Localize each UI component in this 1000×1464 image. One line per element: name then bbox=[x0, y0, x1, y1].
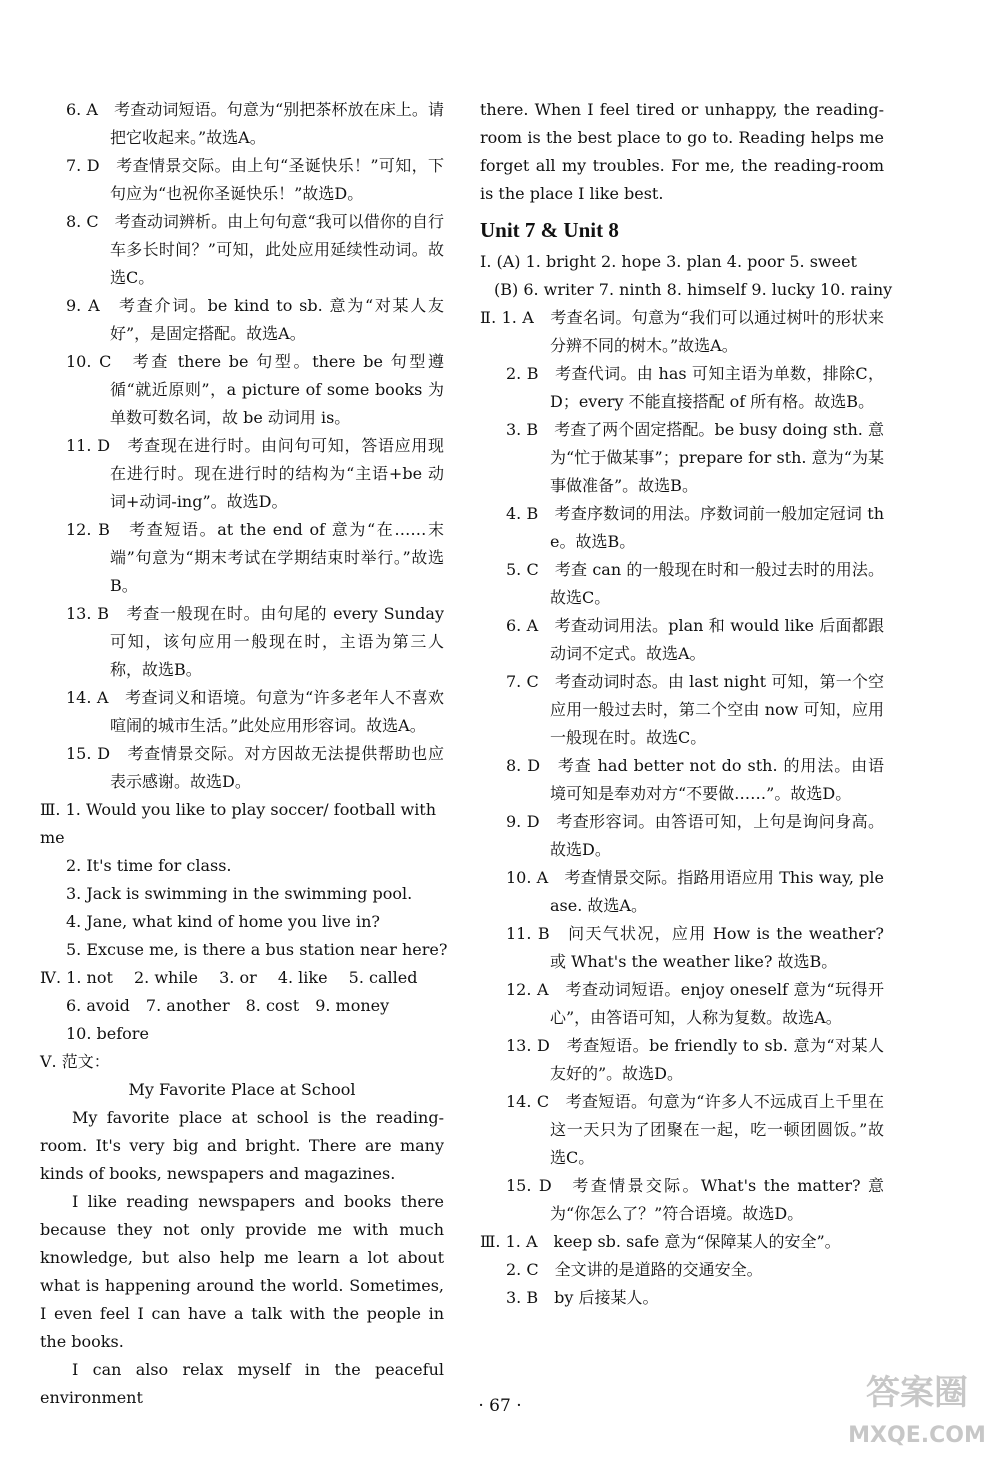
section-3-heading: Ⅲ. 1. Would you like to play soccer/ football with me bbox=[40, 800, 437, 847]
answer-item: 10. C 考查 there be 句型。there be 句型遵循“就近原则”，a picture of some books 为单数可数名词，故 be 动词用 is。 bbox=[66, 352, 444, 427]
section-3-line: 2. C 全文讲的是道路的交通安全。 bbox=[506, 1260, 763, 1279]
answer-item: 14. A 考查词义和语境。句意为“许多老年人不喜欢喧闹的城市生活。”此处应用形容词。故选A。 bbox=[66, 688, 444, 735]
answer-item: 14. C 考查短语。句意为“许多人不远成百上千里在这一天只为了团聚在一起，吃一顿团圆饭。”故选C。 bbox=[506, 1092, 884, 1167]
section-5-heading: Ⅴ. 范文： bbox=[40, 1052, 110, 1071]
answer-item: 8. D 考查 had better not do sth. 的用法。由语境可知是奉劝对方“不要做……”。故选D。 bbox=[506, 756, 884, 803]
answer-item: Ⅱ. 1. A 考查名词。句意为“我们可以通过树叶的形状来分辨不同的树木。”故选A。 bbox=[480, 308, 884, 355]
answer-item: 6. A 考查动词用法。plan 和 would like 后面都跟动词不定式。故选A。 bbox=[506, 616, 884, 663]
left-column bbox=[40, 96, 448, 1412]
essay-paragraph: My favorite place at school is the reading-room. It's very big and bright. There are many kinds of books, newspapers and magazines. bbox=[40, 1108, 444, 1183]
section-1-line: Ⅰ. (A) 1. bright 2. hope 3. plan 4. poor 5. sweet bbox=[480, 252, 857, 271]
answer-item: 15. D 考查情景交际。对方因故无法提供帮助也应表示感谢。故选D。 bbox=[66, 744, 444, 791]
essay-title: My Favorite Place at School bbox=[128, 1080, 356, 1099]
section-3-line: 2. It's time for class. bbox=[66, 856, 232, 875]
answer-item: 6. A 考查动词短语。句意为“别把茶杯放在床上。请把它收起来。”故选A。 bbox=[66, 100, 444, 147]
section-4-line: 10. before bbox=[66, 1024, 149, 1043]
answer-item: 4. B 考查序数词的用法。序数词前一般加定冠词 the。故选B。 bbox=[506, 504, 884, 551]
answer-item: 10. A 考查情景交际。指路用语应用 This way, please. 故选A。 bbox=[506, 868, 884, 915]
section-3-line: 3. B by 后接某人。 bbox=[506, 1288, 659, 1307]
unit-heading: Unit 7 & Unit 8 bbox=[480, 218, 619, 242]
right-column bbox=[480, 96, 893, 1312]
answer-item: 2. B 考查代词。由 has 可知主语为单数，排除C，D；every 不能直接搭配 of 所有格。故选B。 bbox=[506, 364, 884, 411]
page-number: · 67 · bbox=[478, 1396, 522, 1416]
svg-text:MXQE.COM: MXQE.COM bbox=[848, 1423, 986, 1448]
answer-item: 13. D 考查短语。be friendly to sb. 意为“对某人友好的”。故选D。 bbox=[506, 1036, 884, 1083]
essay-continued: there. When I feel tired or unhappy, the reading-room is the best place to go to. Reading helps me forget all my troubles. For me, the reading-room is the place I like best. bbox=[480, 100, 884, 203]
section-3-line: 5. Excuse me, is there a bus station near here? bbox=[66, 940, 448, 959]
watermark-text: 答案圈 bbox=[866, 1373, 968, 1413]
answer-item: 12. A 考查动词短语。enjoy oneself 意为“玩得开心”，由答语可知，人称为复数。故选A。 bbox=[506, 980, 884, 1027]
answer-item: 13. B 考查一般现在时。由句尾的 every Sunday 可知，该句应用一般现在时，主语为第三人称，故选B。 bbox=[66, 604, 444, 679]
answer-item: 15. D 考查情景交际。What's the matter? 意为“你怎么了？”符合语境。故选D。 bbox=[506, 1176, 884, 1223]
answer-item: 8. C 考查动词辨析。由上句句意“我可以借你的自行车多长时间？”可知，此处应用延续性动词。故选C。 bbox=[66, 212, 444, 287]
section-3-line: 3. Jack is swimming in the swimming pool. bbox=[66, 884, 413, 903]
watermark-logo bbox=[842, 1352, 992, 1460]
answer-item: 5. C 考查 can 的一般现在时和一般过去时的用法。故选C。 bbox=[506, 560, 884, 607]
section-1-line: (B) 6. writer 7. ninth 8. himself 9. lucky 10. rainy bbox=[494, 280, 893, 299]
section-3-line: 4. Jane, what kind of home you live in? bbox=[66, 912, 380, 931]
answer-item: 11. B 问天气状况，应用 How is the weather? 或 What's the weather like? 故选B。 bbox=[506, 924, 884, 971]
answer-item: 9. A 考查介词。be kind to sb. 意为“对某人友好”，是固定搭配。故选A。 bbox=[66, 296, 444, 343]
section-4-line: 6. avoid 7. another 8. cost 9. money bbox=[66, 996, 390, 1015]
answer-item: 7. C 考查动词时态。由 last night 可知，第一个空应用一般过去时，第二个空由 now 可知，应用一般现在时。故选C。 bbox=[506, 672, 884, 747]
answer-item: 9. D 考查形容词。由答语可知，上句是询问身高。故选D。 bbox=[506, 812, 884, 859]
section-4-heading: Ⅳ. 1. not 2. while 3. or 4. like 5. called bbox=[40, 968, 418, 987]
essay-paragraph: I like reading newspapers and books there because they not only provide me with much knowledge, but also help me learn a lot about what is happening around the world. Sometimes, I even feel I can have a talk with the people in the books. bbox=[40, 1192, 444, 1351]
essay-paragraph: I can also relax myself in the peaceful environment bbox=[40, 1360, 444, 1407]
answer-item: 7. D 考查情景交际。由上句“圣诞快乐！”可知，下句应为“也祝你圣诞快乐！”故选D。 bbox=[66, 156, 444, 203]
answer-item: 12. B 考查短语。at the end of 意为“在……末端”句意为“期末考试在学期结束时举行。”故选B。 bbox=[66, 520, 444, 595]
answer-item: 11. D 考查现在进行时。由问句可知，答语应用现在进行时。现在进行时的结构为“主语+be 动词+动词-ing”。故选D。 bbox=[66, 436, 444, 511]
answer-item: 3. B 考查了两个固定搭配。be busy doing sth. 意为“忙于做某事”；prepare for sth. 意为“为某事做准备”。故选B。 bbox=[506, 420, 884, 495]
section-3-heading: Ⅲ. 1. A keep sb. safe 意为“保障某人的安全”。 bbox=[480, 1232, 841, 1251]
